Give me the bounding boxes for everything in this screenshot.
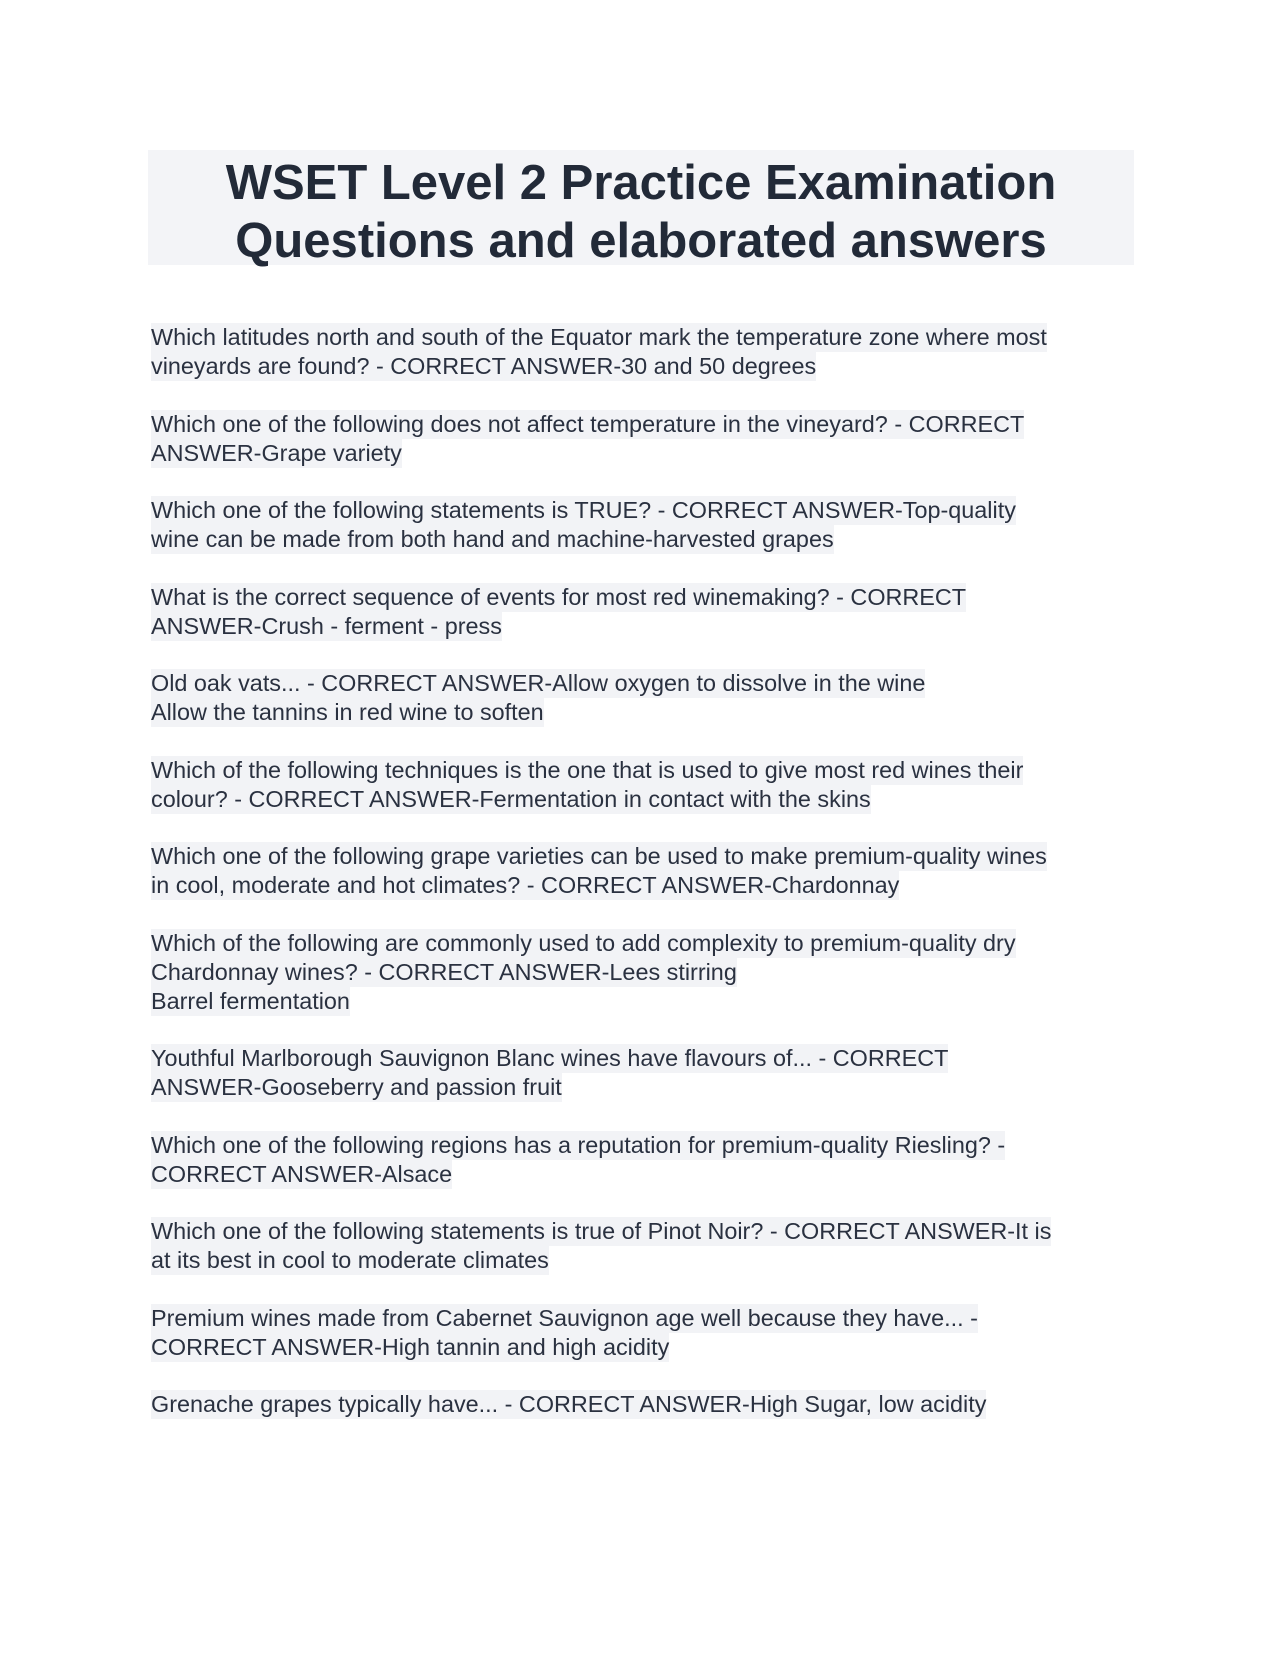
qa-line: Chardonnay wines? - CORRECT ANSWER-Lees stirring (151, 958, 737, 985)
qa-line: ANSWER-Gooseberry and passion fruit (151, 1074, 562, 1100)
qa-line: ANSWER-Crush - ferment - press (151, 612, 502, 639)
qa-line: What is the correct sequence of events for most red winemaking? - CORRECT (151, 583, 967, 610)
qa-line: at its best in cool to moderate climates (151, 1247, 549, 1273)
qa-line: Which one of the following regions has a reputation for premium-quality Riesling? - (151, 1131, 1006, 1158)
qa-item (151, 1304, 1141, 1362)
qa-list (151, 323, 1141, 1448)
qa-line: CORRECT ANSWER-High tannin and high acidity (151, 1333, 670, 1360)
qa-line: Allow the tannins in red wine to soften (151, 699, 544, 725)
title-line: Questions and elaborated answers (235, 214, 1047, 268)
qa-line: Which one of the following grape varieties can be used to make premium-quality wines (151, 843, 1047, 869)
qa-item (151, 929, 1141, 1016)
qa-line: Old oak vats... - CORRECT ANSWER-Allow oxygen to dissolve in the wine (151, 670, 926, 696)
qa-item (151, 410, 1141, 468)
qa-item (151, 1044, 1141, 1102)
qa-line: Barrel fermentation (151, 987, 350, 1014)
qa-item (151, 1390, 1141, 1419)
qa-line: Premium wines made from Cabernet Sauvignon age well because they have... - (151, 1304, 978, 1331)
qa-line: Which of the following are commonly used to add complexity to premium-quality dry (151, 929, 1016, 956)
qa-line: Which one of the following statements is true of Pinot Noir? - CORRECT ANSWER-It is (151, 1218, 1052, 1244)
qa-line: Which one of the following statements is TRUE? - CORRECT ANSWER-Top-quality (151, 497, 1016, 523)
qa-item (151, 756, 1141, 814)
qa-item (151, 669, 1141, 727)
document-title (148, 150, 1134, 268)
qa-item (151, 583, 1141, 641)
qa-line: wine can be made from both hand and machine-harvested grapes (151, 526, 834, 552)
qa-line: colour? - CORRECT ANSWER-Fermentation in contact with the skins (151, 785, 871, 812)
qa-item (151, 496, 1141, 554)
qa-item (151, 1217, 1141, 1275)
qa-line: ANSWER-Grape variety (151, 439, 402, 466)
title-line: WSET Level 2 Practice Examination (225, 156, 1057, 210)
qa-line: Which of the following techniques is the one that is used to give most red wines their (151, 756, 1024, 783)
qa-line: in cool, moderate and hot climates? - CORRECT ANSWER-Chardonnay (151, 872, 900, 898)
qa-line: Grenache grapes typically have... - CORRECT ANSWER-High Sugar, low acidity (151, 1391, 987, 1417)
qa-item (151, 1131, 1141, 1189)
qa-item (151, 323, 1141, 381)
qa-item (151, 842, 1141, 900)
qa-line: Youthful Marlborough Sauvignon Blanc wines have flavours of... - CORRECT (151, 1045, 949, 1071)
qa-line: Which one of the following does not affect temperature in the vineyard? - CORRECT (151, 410, 1025, 437)
qa-line: CORRECT ANSWER-Alsace (151, 1160, 453, 1187)
qa-line: vineyards are found? - CORRECT ANSWER-30 and 50 degrees (151, 353, 817, 379)
qa-line: Which latitudes north and south of the Equator mark the temperature zone where most (151, 324, 1047, 350)
